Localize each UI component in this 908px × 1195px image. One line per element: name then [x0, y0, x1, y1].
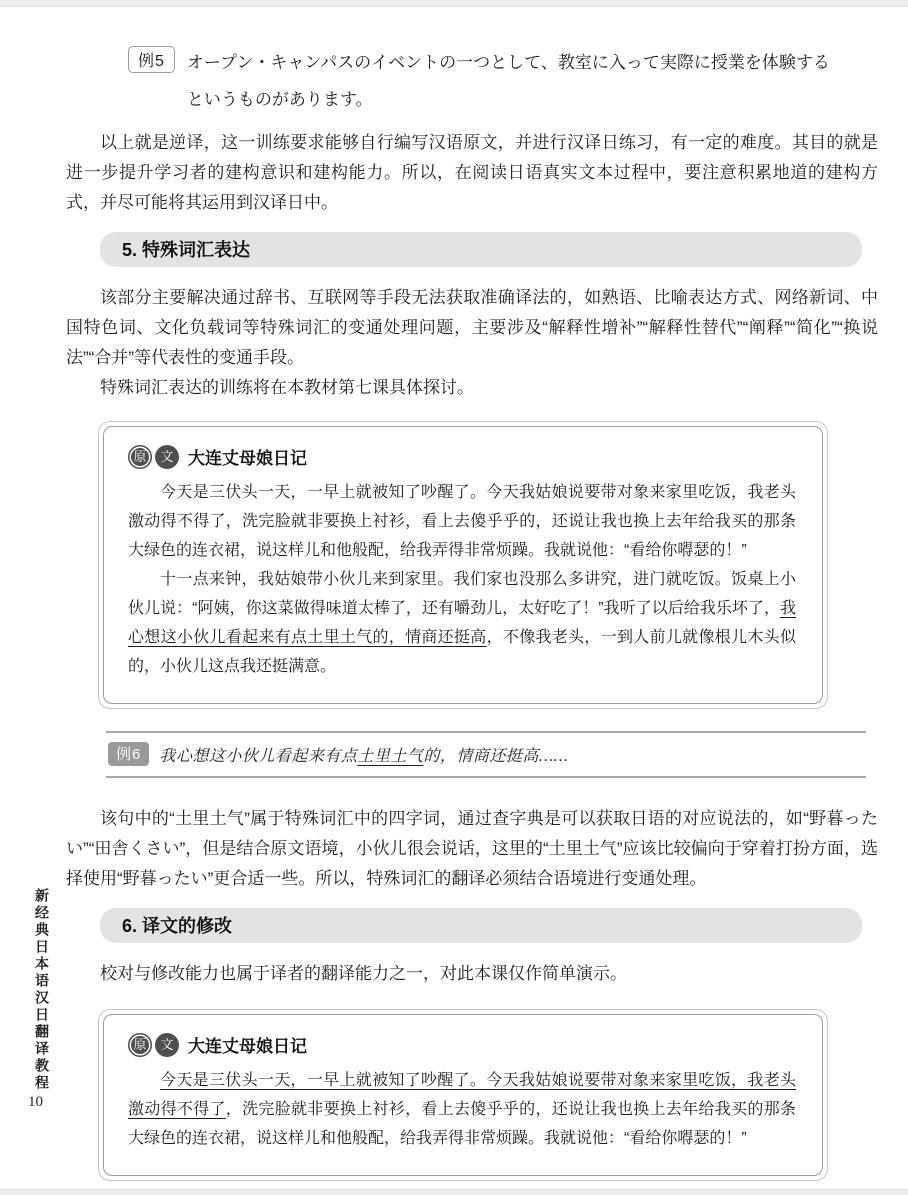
book-title-vertical: 新经典日本语汉日翻译教程: [33, 888, 48, 1092]
box1-para2-post: ，不像我老头，一到人前儿就像根儿木头似的，小伙儿这点我还挺满意。: [128, 629, 796, 675]
box1-para2-pre: 十一点来钟，我姑娘带小伙儿来到家里。我们家也没那么多讲究，进门就吃饭。饭桌上小伙儿说：“阿姨，你这菜做得味道太棒了，还有嚼劲儿，太好吃了！”我听了以后给我乐坏了，: [128, 571, 796, 617]
section-6-heading: 6. 译文的修改: [100, 908, 862, 943]
example-6-post: 的，情商还挺高……: [423, 747, 569, 765]
source-text-box-1: [98, 421, 828, 709]
page-bottom-edge: [0, 1189, 908, 1195]
analysis-paragraph: 该句中的“土里土气”属于特殊词汇中的四字词，通过查字典是可以获取日语的对应说法的，如“野暮ったい”“田舎くさい”，但是结合原文语境，小伙儿很会说话，这里的“土里土气”应该比较偏向于穿着打扮方面，选择使用“野暮ったい”更合适一些。所以，特殊词汇的翻译必须结合语境进行变通处理。: [66, 809, 878, 888]
yuan-circle-icon: 原: [128, 445, 152, 469]
box2-para-post: ，洗完脸就非要换上衬衫，看上去傻乎乎的，还说让我也换上去年给我买的那条大绿色的连衣裙，说这样儿和他般配，给我弄得非常烦躁。我就说他：“看给你嘚瑟的！”: [128, 1101, 796, 1147]
intro-paragraph: 以上就是逆译，这一训练要求能够自行编写汉语原文，并进行汉译日练习，有一定的难度。其目的就是进一步提升学习者的建构意识和建构能力。所以，在阅读日语真实文本过程中，要注意积累地道的建构方式，并尽可能将其运用到汉译日中。: [66, 133, 878, 212]
example-6-underlined: 土里土气: [357, 747, 424, 765]
section-5-heading: 5. 特殊词汇表达: [100, 232, 862, 267]
source-text-box-2-inner: [103, 1014, 823, 1176]
source-text-box-1-title-row: [128, 444, 796, 469]
box2-para-underlined: 今天是三伏头一天，一早上就被知了吵醒了。今天我姑娘说要带对象来家里吃饭，我老头激动得不得了: [128, 1072, 796, 1118]
example-5-line2: というものがあります。: [186, 90, 373, 109]
source-text-box-2-title: 大连丈母娘日记: [188, 1037, 307, 1056]
section-5-paragraph-1: 该部分主要解决通过辞书、互联网等手段无法获取准确译法的，如熟语、比喻表达方式、网络新词、中国特色词、文化负载词等特殊词汇的变通处理问题，主要涉及“解释性增补”“解释性替代”“阐释”“简化”“换说法”“合并”等代表性的变通手段。: [66, 288, 878, 367]
example-6-badge: 例6: [108, 742, 149, 766]
page-content: [66, 44, 878, 1181]
example-6-text: [159, 743, 568, 766]
source-text-box-1-title: 大连丈母娘日记: [188, 449, 307, 468]
wen-circle-icon: 文: [155, 445, 179, 469]
source-text-box-2: [98, 1009, 828, 1181]
source-text-box-1-inner: [103, 426, 823, 704]
section-6-paragraph-1: 校对与修改能力也属于译者的翻译能力之一，对此本课仅作简单演示。: [100, 964, 627, 983]
source-text-box-2-paragraph: [128, 1066, 796, 1153]
source-text-box-1-paragraph-1: 今天是三伏头一天，一早上就被知了吵醒了。今天我姑娘说要带对象来家里吃饭，我老头激动得不得了，洗完脸就非要换上衬衫，看上去傻乎乎的，还说让我也换上去年给我买的那条大绿色的连衣裙，说这样儿和他般配，给我弄得非常烦躁。我就说他：“看给你嘚瑟的！”: [128, 484, 796, 559]
page-number: 10: [28, 1094, 43, 1110]
box1-para2-underlined: 我心想这小伙儿看起来有点土里土气的，情商还挺高: [128, 600, 796, 646]
example-6-pre: 我心想这小伙儿看起来有点: [159, 747, 358, 765]
example-5-block: [128, 44, 878, 118]
wen-circle-icon: 文: [155, 1033, 179, 1057]
example-6-block: [106, 731, 866, 778]
example-5-text: [187, 44, 830, 118]
source-text-box-1-paragraph-2: [128, 565, 796, 681]
example-5-badge: 例5: [128, 46, 175, 73]
example-5-line1: オープン・キャンパスのイベントの一つとして、教室に入って実際に授業を体験する: [186, 53, 830, 72]
section-5-paragraph-2: 特殊词汇表达的训练将在本教材第七课具体探讨。: [100, 378, 474, 397]
source-text-box-2-title-row: [128, 1032, 796, 1057]
page-top-edge: [0, 0, 908, 7]
yuan-circle-icon: 原: [128, 1033, 152, 1057]
